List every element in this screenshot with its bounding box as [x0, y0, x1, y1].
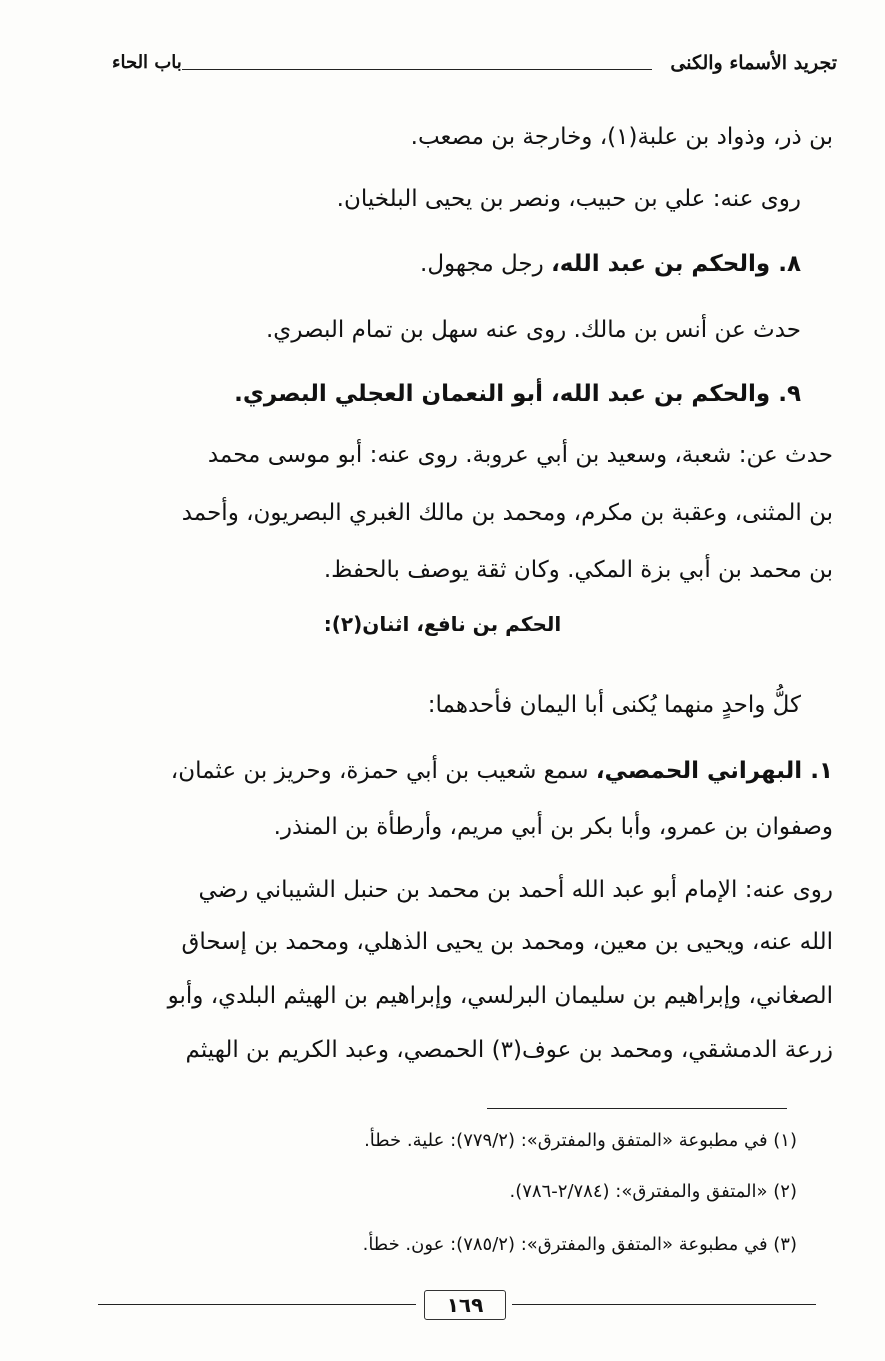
entry-9: ٩. والحكم بن عبد الله، أبو النعمان العجلي البصري. — [234, 381, 801, 407]
entry-8-label: ٨. والحكم بن عبد الله، — [551, 251, 801, 277]
page-number: ١٦٩ — [424, 1290, 506, 1320]
text-line: الصغاني، وإبراهيم بن سليمان البرلسي، وإبراهيم بن الهيثم البلدي، وأبو — [167, 983, 833, 1009]
text-line: بن ذر، وذواد بن علبة(١)، وخارجة بن مصعب. — [410, 124, 833, 150]
entry-1 — [171, 758, 833, 784]
text-line: بن محمد بن أبي بزة المكي. وكان ثقة يوصف بالحفظ. — [323, 557, 833, 583]
text-line: الله عنه، ويحيى بن معين، ومحمد بن يحيى الذهلي، ومحمد بن إسحاق — [181, 929, 833, 955]
running-header — [112, 40, 837, 84]
text-line: حدث عن: شعبة، وسعيد بن أبي عروبة. روى عنه: أبو موسى محمد — [207, 442, 833, 468]
entry-1-label: ١. البهراني الحمصي، — [595, 758, 833, 784]
text-line: وصفوان بن عمرو، وأبا بكر بن أبي مريم، وأرطأة بن المنذر. — [273, 814, 833, 840]
footer-rule-left — [98, 1304, 416, 1305]
entry-8-text: رجل مجهول. — [420, 251, 544, 277]
footnote-rule — [487, 1108, 787, 1109]
footnote-3: (٣) في مطبوعة «المتفق والمفترق»: (٧٨٥/٢): عون. خطأ. — [362, 1234, 797, 1255]
entry-1-text: سمع شعيب بن أبي حمزة، وحريز بن عثمان، — [170, 758, 589, 784]
text-line: بن المثنى، وعقبة بن مكرم، ومحمد بن مالك الغبري البصريون، وأحمد — [181, 500, 833, 526]
text-line: كلُّ واحدٍ منهما يُكنى أبا اليمان فأحدهما: — [427, 692, 801, 718]
chapter-name: باب الحاء — [112, 52, 182, 73]
entry-8 — [420, 251, 801, 277]
page-footer — [98, 1290, 816, 1320]
text-line: زرعة الدمشقي، ومحمد بن عوف(٣) الحمصي، وعبد الكريم بن الهيثم — [185, 1037, 833, 1063]
footnote-1: (١) في مطبوعة «المتفق والمفترق»: (٧٧٩/٢): علية. خطأ. — [364, 1130, 797, 1151]
text-line: روى عنه: الإمام أبو عبد الله أحمد بن محمد بن حنبل الشيباني رضي — [198, 877, 833, 903]
header-rule — [182, 69, 652, 70]
book-title: تجريد الأسماء والكنى — [670, 52, 837, 74]
footer-rule-right — [512, 1304, 816, 1305]
text-line: حدث عن أنس بن مالك. روى عنه سهل بن تمام البصري. — [266, 317, 801, 343]
footnote-2: (٢) «المتفق والمفترق»: (٢/٧٨٤-٧٨٦). — [509, 1181, 797, 1202]
text-line: روى عنه: علي بن حبيب، ونصر بن يحيى البلخيان. — [336, 186, 801, 212]
section-subheading: الحكم بن نافع، اثنان(٢): — [323, 612, 562, 636]
